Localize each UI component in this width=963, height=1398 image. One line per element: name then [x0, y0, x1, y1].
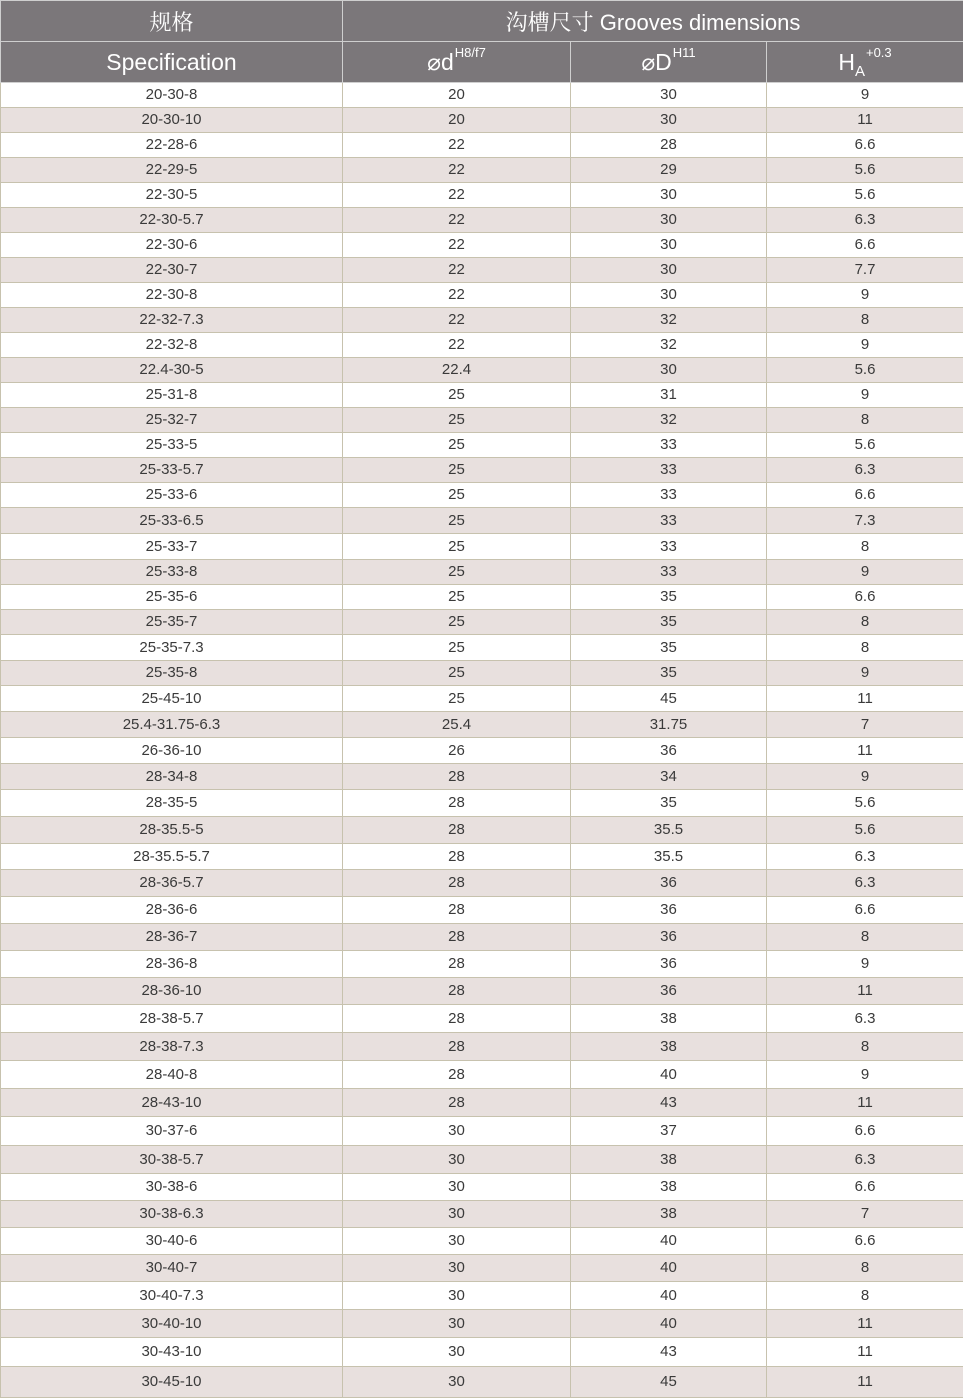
table-row	[1, 764, 963, 790]
inner-diameter-cell: 28	[343, 924, 571, 951]
groove-width-cell: 8	[767, 1033, 963, 1061]
groove-width-cell: 9	[767, 283, 963, 308]
outer-diameter-cell: 32	[571, 308, 767, 333]
outer-diameter-cell: 34	[571, 764, 767, 790]
inner-diameter-cell: 25	[343, 585, 571, 610]
outer-diameter-cell: 36	[571, 870, 767, 897]
outer-diameter-cell: 37	[571, 1117, 767, 1146]
table-row	[1, 951, 963, 978]
outer-diameter-cell: 43	[571, 1089, 767, 1117]
spec-cell: 30-38-6.3	[1, 1201, 343, 1228]
inner-diameter-tolerance: H8/f7	[455, 45, 486, 60]
spec-cell: 22-32-7.3	[1, 308, 343, 333]
spec-cell: 28-35.5-5.7	[1, 844, 343, 870]
table-row	[1, 585, 963, 610]
table-row	[1, 661, 963, 686]
table-row	[1, 1117, 963, 1146]
groove-width-cell: 11	[767, 108, 963, 133]
inner-diameter-cell: 30	[343, 1228, 571, 1255]
inner-diameter-cell: 26	[343, 738, 571, 764]
table-row	[1, 1146, 963, 1174]
outer-diameter-cell: 38	[571, 1005, 767, 1033]
spec-cell: 22-30-5.7	[1, 208, 343, 233]
groove-width-subscript: A	[855, 63, 865, 80]
outer-diameter-cell: 30	[571, 83, 767, 108]
table-row	[1, 483, 963, 508]
inner-diameter-cell: 25	[343, 661, 571, 686]
inner-diameter-cell: 25	[343, 560, 571, 585]
table-row	[1, 978, 963, 1005]
table-row	[1, 712, 963, 738]
inner-diameter-cell: 25	[343, 635, 571, 661]
spec-cell: 28-36-7	[1, 924, 343, 951]
groove-width-cell: 5.6	[767, 817, 963, 844]
outer-diameter-cell: 33	[571, 433, 767, 458]
table-row	[1, 817, 963, 844]
groove-width-cell: 8	[767, 1255, 963, 1282]
groove-width-cell: 11	[767, 1367, 963, 1398]
spec-cell: 22-30-7	[1, 258, 343, 283]
outer-diameter-cell: 40	[571, 1228, 767, 1255]
inner-diameter-cell: 30	[343, 1338, 571, 1367]
table-row	[1, 133, 963, 158]
inner-diameter-cell: 20	[343, 108, 571, 133]
groove-width-cell: 8	[767, 924, 963, 951]
table-row	[1, 1174, 963, 1201]
table-row	[1, 233, 963, 258]
table-row	[1, 686, 963, 712]
table-row	[1, 1033, 963, 1061]
inner-diameter-cell: 28	[343, 1089, 571, 1117]
inner-diameter-cell: 28	[343, 978, 571, 1005]
table-row	[1, 158, 963, 183]
spec-cell: 25-33-6.5	[1, 508, 343, 534]
outer-diameter-cell: 36	[571, 978, 767, 1005]
table-row	[1, 1255, 963, 1282]
groove-width-cell: 8	[767, 308, 963, 333]
outer-diameter-cell: 40	[571, 1061, 767, 1089]
table-row	[1, 738, 963, 764]
inner-diameter-cell: 22	[343, 183, 571, 208]
spec-cell: 22-28-6	[1, 133, 343, 158]
outer-diameter-cell: 36	[571, 738, 767, 764]
outer-diameter-cell: 38	[571, 1174, 767, 1201]
inner-diameter-cell: 25.4	[343, 712, 571, 738]
spec-cell: 25-31-8	[1, 383, 343, 408]
inner-diameter-cell: 30	[343, 1174, 571, 1201]
table-row	[1, 924, 963, 951]
inner-diameter-cell: 25	[343, 433, 571, 458]
table-row	[1, 870, 963, 897]
outer-diameter-cell: 30	[571, 258, 767, 283]
table-row	[1, 1367, 963, 1398]
spec-header-en: Specification	[1, 42, 343, 83]
table-row	[1, 358, 963, 383]
inner-diameter-cell: 28	[343, 764, 571, 790]
spec-cell: 22-29-5	[1, 158, 343, 183]
outer-diameter-cell: 31.75	[571, 712, 767, 738]
table-row	[1, 333, 963, 358]
inner-diameter-cell: 25	[343, 508, 571, 534]
spec-cell: 28-43-10	[1, 1089, 343, 1117]
outer-diameter-cell: 30	[571, 208, 767, 233]
groove-width-cell: 9	[767, 333, 963, 358]
spec-cell: 30-40-7.3	[1, 1282, 343, 1310]
inner-diameter-cell: 28	[343, 951, 571, 978]
table-row	[1, 183, 963, 208]
spec-cell: 25.4-31.75-6.3	[1, 712, 343, 738]
inner-diameter-cell: 28	[343, 870, 571, 897]
spec-cell: 28-35-5	[1, 790, 343, 817]
inner-diameter-cell: 28	[343, 1033, 571, 1061]
spec-cell: 25-33-5.7	[1, 458, 343, 483]
inner-diameter-cell: 22	[343, 133, 571, 158]
inner-diameter-cell: 30	[343, 1282, 571, 1310]
outer-diameter-cell: 31	[571, 383, 767, 408]
groove-width-header	[767, 42, 963, 83]
inner-diameter-cell: 28	[343, 790, 571, 817]
spec-cell: 28-36-6	[1, 897, 343, 924]
outer-diameter-cell: 45	[571, 1367, 767, 1398]
spec-cell: 30-40-6	[1, 1228, 343, 1255]
groove-width-cell: 6.6	[767, 233, 963, 258]
table-row	[1, 83, 963, 108]
groove-width-cell: 6.6	[767, 1117, 963, 1146]
groove-width-cell: 11	[767, 978, 963, 1005]
groove-width-cell: 6.3	[767, 1005, 963, 1033]
spec-cell: 30-45-10	[1, 1367, 343, 1398]
outer-diameter-cell: 38	[571, 1146, 767, 1174]
spec-cell: 25-33-7	[1, 534, 343, 560]
table-row	[1, 1338, 963, 1367]
spec-cell: 28-38-5.7	[1, 1005, 343, 1033]
groove-width-cell: 9	[767, 560, 963, 585]
outer-diameter-cell: 43	[571, 1338, 767, 1367]
outer-diameter-cell: 38	[571, 1201, 767, 1228]
inner-diameter-symbol: ⌀d	[427, 49, 454, 75]
outer-diameter-cell: 30	[571, 358, 767, 383]
table-row	[1, 844, 963, 870]
table-row	[1, 610, 963, 635]
spec-cell: 28-40-8	[1, 1061, 343, 1089]
groove-width-cell: 9	[767, 83, 963, 108]
outer-diameter-cell: 33	[571, 483, 767, 508]
outer-diameter-cell: 29	[571, 158, 767, 183]
inner-diameter-cell: 30	[343, 1201, 571, 1228]
outer-diameter-cell: 35	[571, 661, 767, 686]
table-row	[1, 433, 963, 458]
spec-cell: 22-32-8	[1, 333, 343, 358]
inner-diameter-header	[343, 42, 571, 83]
inner-diameter-cell: 25	[343, 408, 571, 433]
groove-width-cell: 11	[767, 1310, 963, 1338]
spec-cell: 20-30-10	[1, 108, 343, 133]
spec-cell: 22-30-8	[1, 283, 343, 308]
spec-cell: 22-30-5	[1, 183, 343, 208]
outer-diameter-cell: 35.5	[571, 844, 767, 870]
spec-cell: 25-32-7	[1, 408, 343, 433]
spec-cell: 25-33-6	[1, 483, 343, 508]
outer-diameter-cell: 36	[571, 951, 767, 978]
table-body	[1, 83, 963, 1398]
inner-diameter-cell: 22	[343, 283, 571, 308]
outer-diameter-cell: 33	[571, 534, 767, 560]
inner-diameter-cell: 30	[343, 1255, 571, 1282]
groove-width-cell: 8	[767, 534, 963, 560]
outer-diameter-symbol: ⌀D	[641, 49, 671, 75]
outer-diameter-cell: 32	[571, 333, 767, 358]
outer-diameter-cell: 40	[571, 1310, 767, 1338]
table-row	[1, 258, 963, 283]
table-row	[1, 458, 963, 483]
spec-cell: 25-35-8	[1, 661, 343, 686]
inner-diameter-cell: 22	[343, 158, 571, 183]
inner-diameter-cell: 30	[343, 1117, 571, 1146]
groove-width-cell: 11	[767, 1089, 963, 1117]
table-row	[1, 1005, 963, 1033]
table-row	[1, 208, 963, 233]
header-row-2	[1, 42, 963, 83]
spec-cell: 25-35-7.3	[1, 635, 343, 661]
spec-cell: 25-35-6	[1, 585, 343, 610]
inner-diameter-cell: 25	[343, 458, 571, 483]
groove-width-cell: 6.6	[767, 133, 963, 158]
outer-diameter-cell: 36	[571, 924, 767, 951]
outer-diameter-cell: 30	[571, 283, 767, 308]
groove-width-cell: 6.6	[767, 585, 963, 610]
inner-diameter-cell: 28	[343, 1005, 571, 1033]
spec-cell: 25-35-7	[1, 610, 343, 635]
spec-cell: 30-38-6	[1, 1174, 343, 1201]
outer-diameter-cell: 30	[571, 108, 767, 133]
table-row	[1, 1228, 963, 1255]
spec-cell: 28-35.5-5	[1, 817, 343, 844]
inner-diameter-cell: 30	[343, 1367, 571, 1398]
table-row	[1, 283, 963, 308]
outer-diameter-cell: 45	[571, 686, 767, 712]
outer-diameter-cell: 40	[571, 1282, 767, 1310]
table-row	[1, 1089, 963, 1117]
inner-diameter-cell: 30	[343, 1310, 571, 1338]
groove-width-cell: 7	[767, 712, 963, 738]
groove-width-cell: 7.7	[767, 258, 963, 283]
inner-diameter-cell: 22	[343, 208, 571, 233]
groove-width-cell: 8	[767, 610, 963, 635]
outer-diameter-cell: 33	[571, 508, 767, 534]
outer-diameter-cell: 38	[571, 1033, 767, 1061]
groove-width-cell: 5.6	[767, 790, 963, 817]
groove-width-cell: 8	[767, 408, 963, 433]
table-row	[1, 1282, 963, 1310]
groove-width-symbol: H	[838, 49, 855, 75]
groove-width-cell: 5.6	[767, 433, 963, 458]
table-row	[1, 1061, 963, 1089]
table-row	[1, 408, 963, 433]
table-row	[1, 1201, 963, 1228]
inner-diameter-cell: 28	[343, 897, 571, 924]
spec-cell: 28-36-10	[1, 978, 343, 1005]
outer-diameter-cell: 35	[571, 635, 767, 661]
spec-cell: 30-37-6	[1, 1117, 343, 1146]
inner-diameter-cell: 22	[343, 233, 571, 258]
inner-diameter-cell: 25	[343, 534, 571, 560]
inner-diameter-cell: 22	[343, 308, 571, 333]
groove-width-cell: 9	[767, 383, 963, 408]
groove-width-cell: 11	[767, 686, 963, 712]
spec-cell: 30-40-10	[1, 1310, 343, 1338]
outer-diameter-cell: 35.5	[571, 817, 767, 844]
spec-cell: 22.4-30-5	[1, 358, 343, 383]
groove-width-cell: 5.6	[767, 183, 963, 208]
table-row	[1, 383, 963, 408]
table-row	[1, 108, 963, 133]
table-row	[1, 534, 963, 560]
groove-width-cell: 11	[767, 1338, 963, 1367]
inner-diameter-cell: 25	[343, 483, 571, 508]
groove-width-cell: 6.6	[767, 1174, 963, 1201]
inner-diameter-cell: 22	[343, 333, 571, 358]
groove-width-cell: 6.6	[767, 897, 963, 924]
spec-cell: 25-45-10	[1, 686, 343, 712]
groove-width-cell: 6.3	[767, 1146, 963, 1174]
spec-cell: 26-36-10	[1, 738, 343, 764]
groove-width-cell: 5.6	[767, 358, 963, 383]
outer-diameter-cell: 35	[571, 790, 767, 817]
groove-width-cell: 6.3	[767, 870, 963, 897]
outer-diameter-cell: 35	[571, 585, 767, 610]
inner-diameter-cell: 22	[343, 258, 571, 283]
groove-width-cell: 9	[767, 661, 963, 686]
table-row	[1, 508, 963, 534]
outer-diameter-cell: 30	[571, 233, 767, 258]
inner-diameter-cell: 25	[343, 610, 571, 635]
outer-diameter-cell: 35	[571, 610, 767, 635]
table-row	[1, 635, 963, 661]
spec-cell: 28-34-8	[1, 764, 343, 790]
groove-width-cell: 5.6	[767, 158, 963, 183]
spec-cell: 28-36-5.7	[1, 870, 343, 897]
table-row	[1, 790, 963, 817]
spec-cell: 28-36-8	[1, 951, 343, 978]
outer-diameter-cell: 33	[571, 458, 767, 483]
spec-cell: 20-30-8	[1, 83, 343, 108]
outer-diameter-cell: 32	[571, 408, 767, 433]
groove-width-cell: 6.6	[767, 1228, 963, 1255]
outer-diameter-tolerance: H11	[673, 45, 696, 60]
table-row	[1, 560, 963, 585]
spec-cell: 25-33-8	[1, 560, 343, 585]
inner-diameter-cell: 28	[343, 1061, 571, 1089]
groove-width-cell: 9	[767, 1061, 963, 1089]
groove-width-cell: 6.6	[767, 483, 963, 508]
spec-cell: 25-33-5	[1, 433, 343, 458]
spec-cell: 28-38-7.3	[1, 1033, 343, 1061]
groove-width-cell: 8	[767, 635, 963, 661]
groove-width-cell: 6.3	[767, 208, 963, 233]
outer-diameter-cell: 30	[571, 183, 767, 208]
inner-diameter-cell: 25	[343, 686, 571, 712]
outer-diameter-cell: 33	[571, 560, 767, 585]
groove-width-cell: 9	[767, 764, 963, 790]
inner-diameter-cell: 28	[343, 817, 571, 844]
inner-diameter-cell: 20	[343, 83, 571, 108]
header-row-1	[1, 1, 963, 42]
table-row	[1, 1310, 963, 1338]
outer-diameter-header	[571, 42, 767, 83]
groove-width-cell: 6.3	[767, 844, 963, 870]
spec-cell: 30-43-10	[1, 1338, 343, 1367]
spec-cell: 30-40-7	[1, 1255, 343, 1282]
groove-width-cell: 6.3	[767, 458, 963, 483]
groove-width-tolerance: +0.3	[866, 45, 892, 60]
grooves-header: 沟槽尺寸 Grooves dimensions	[343, 1, 963, 42]
groove-width-cell: 7.3	[767, 508, 963, 534]
outer-diameter-cell: 40	[571, 1255, 767, 1282]
groove-width-cell: 11	[767, 738, 963, 764]
groove-width-cell: 9	[767, 951, 963, 978]
table-row	[1, 897, 963, 924]
inner-diameter-cell: 28	[343, 844, 571, 870]
inner-diameter-cell: 25	[343, 383, 571, 408]
inner-diameter-cell: 22.4	[343, 358, 571, 383]
groove-width-cell: 7	[767, 1201, 963, 1228]
table-row	[1, 308, 963, 333]
outer-diameter-cell: 36	[571, 897, 767, 924]
outer-diameter-cell: 28	[571, 133, 767, 158]
table-header	[1, 1, 963, 83]
spec-header-cn: 规格	[1, 1, 343, 42]
spec-cell: 30-38-5.7	[1, 1146, 343, 1174]
spec-cell: 22-30-6	[1, 233, 343, 258]
inner-diameter-cell: 30	[343, 1146, 571, 1174]
groove-width-cell: 8	[767, 1282, 963, 1310]
